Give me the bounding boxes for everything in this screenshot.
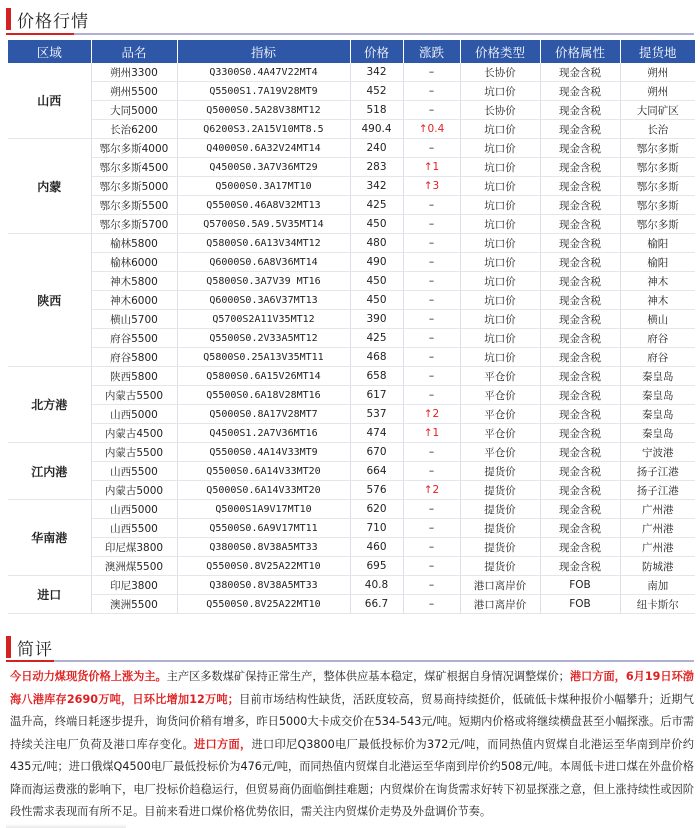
cell-delivery: 府谷 xyxy=(620,348,695,367)
cell-price: 40.8 xyxy=(350,576,403,595)
cell-product: 朔州3300 xyxy=(91,63,177,82)
cell-price: 695 xyxy=(350,557,403,576)
cell-region: 陕西 xyxy=(8,234,91,367)
cell-spec: Q3300S0.4A47V22MT4 xyxy=(177,63,350,82)
cell-product: 鄂尔多斯4500 xyxy=(91,158,177,177)
cell-price: 490 xyxy=(350,253,403,272)
cell-price: 390 xyxy=(350,310,403,329)
comment-section-underline xyxy=(6,660,694,662)
table-row xyxy=(8,424,695,443)
cell-price-type: 坑口价 xyxy=(460,196,540,215)
cell-spec: Q5500S0.46A8V32MT13 xyxy=(177,196,350,215)
cell-change: – xyxy=(403,329,460,348)
cell-price-attr: 现金含税 xyxy=(540,405,620,424)
cell-product: 内蒙古5500 xyxy=(91,386,177,405)
cell-price-type: 港口离岸价 xyxy=(460,595,540,614)
cell-change: – xyxy=(403,272,460,291)
cell-spec: Q6000S0.3A6V37MT13 xyxy=(177,291,350,310)
cell-price-type: 坑口价 xyxy=(460,272,540,291)
cell-spec: Q5000S1A9V17MT10 xyxy=(177,500,350,519)
cell-price-attr: 现金含税 xyxy=(540,196,620,215)
table-row xyxy=(8,481,695,500)
cell-change: – xyxy=(403,443,460,462)
cell-delivery: 纽卡斯尔 xyxy=(620,595,695,614)
header-spec: 指标 xyxy=(177,40,350,63)
cell-change: – xyxy=(403,63,460,82)
cell-price-attr: 现金含税 xyxy=(540,272,620,291)
cell-price-type: 提货价 xyxy=(460,500,540,519)
cell-price-type: 坑口价 xyxy=(460,234,540,253)
table-row xyxy=(8,120,695,139)
cell-product: 鄂尔多斯4000 xyxy=(91,139,177,158)
section-accent-bar xyxy=(6,8,11,30)
cell-change: – xyxy=(403,101,460,120)
comment-highlight: 港口方面，6月19日环渤海八港库存2690万吨，日环比增加12万吨； xyxy=(10,670,694,706)
cell-price-attr: 现金含税 xyxy=(540,424,620,443)
cell-price-type: 坑口价 xyxy=(460,291,540,310)
header-price-attr: 价格属性 xyxy=(540,40,620,63)
table-row xyxy=(8,158,695,177)
cell-product: 鄂尔多斯5000 xyxy=(91,177,177,196)
cell-delivery: 宁波港 xyxy=(620,443,695,462)
cell-delivery: 长治 xyxy=(620,120,695,139)
cell-delivery: 广州港 xyxy=(620,538,695,557)
table-row xyxy=(8,82,695,101)
table-row xyxy=(8,519,695,538)
cell-product: 印尼3800 xyxy=(91,576,177,595)
cell-delivery: 防城港 xyxy=(620,557,695,576)
cell-price-attr: 现金含税 xyxy=(540,462,620,481)
cell-price-type: 平仓价 xyxy=(460,443,540,462)
cell-delivery: 鄂尔多斯 xyxy=(620,158,695,177)
cell-price-attr: 现金含税 xyxy=(540,386,620,405)
cell-region: 山西 xyxy=(8,63,91,139)
cell-delivery: 扬子江港 xyxy=(620,481,695,500)
table-row xyxy=(8,310,695,329)
table-row xyxy=(8,272,695,291)
cell-price-attr: FOB xyxy=(540,595,620,614)
cell-product: 朔州5500 xyxy=(91,82,177,101)
cell-price-attr: 现金含税 xyxy=(540,481,620,500)
cell-change: ↑2 xyxy=(403,405,460,424)
cell-price-attr: 现金含税 xyxy=(540,348,620,367)
cell-price-attr: 现金含税 xyxy=(540,500,620,519)
cell-product: 山西5500 xyxy=(91,462,177,481)
cell-price: 710 xyxy=(350,519,403,538)
cell-spec: Q5000S0.3A17MT10 xyxy=(177,177,350,196)
table-row xyxy=(8,234,695,253)
cell-price-attr: 现金含税 xyxy=(540,234,620,253)
cell-spec: Q5800S0.6A13V34MT12 xyxy=(177,234,350,253)
table-row xyxy=(8,386,695,405)
cell-price-attr: 现金含税 xyxy=(540,367,620,386)
cell-spec: Q5700S2A11V35MT12 xyxy=(177,310,350,329)
cell-product: 山西5000 xyxy=(91,500,177,519)
cell-price-attr: 现金含税 xyxy=(540,329,620,348)
cell-spec: Q5500S0.8V25A22MT10 xyxy=(177,557,350,576)
table-row xyxy=(8,557,695,576)
table-header-row xyxy=(8,40,695,63)
cell-price-attr: 现金含税 xyxy=(540,158,620,177)
cell-spec: Q5500S0.6A14V33MT20 xyxy=(177,462,350,481)
bottom-fade xyxy=(6,824,126,828)
cell-spec: Q5500S0.4A14V33MT9 xyxy=(177,443,350,462)
cell-price-type: 坑口价 xyxy=(460,215,540,234)
cell-delivery: 横山 xyxy=(620,310,695,329)
cell-price-attr: 现金含税 xyxy=(540,63,620,82)
cell-change: – xyxy=(403,82,460,101)
cell-price-type: 坑口价 xyxy=(460,158,540,177)
cell-delivery: 府谷 xyxy=(620,329,695,348)
cell-price-attr: 现金含税 xyxy=(540,538,620,557)
cell-product: 陕西5800 xyxy=(91,367,177,386)
cell-delivery: 神木 xyxy=(620,291,695,310)
cell-product: 山西5500 xyxy=(91,519,177,538)
table-row xyxy=(8,63,695,82)
header-change: 涨跌 xyxy=(403,40,460,63)
cell-region: 北方港 xyxy=(8,367,91,443)
cell-price-type: 坑口价 xyxy=(460,253,540,272)
comment-paragraph xyxy=(10,666,694,824)
cell-price: 490.4 xyxy=(350,120,403,139)
cell-price-attr: FOB xyxy=(540,576,620,595)
comment-text: 进口印尼Q3800电厂最低投标价为372元/吨，而同热值内贸煤自北港运至华南到岸价约435元/吨；进口俄煤Q4500电厂最低投标价为476元/吨，而同热值内贸煤自北港运至华南到岸价约508元/吨。本周低卡进口煤在外盘价格降而海运费涨的影响下，电厂投标价趋稳运行，但贸易商仍面临倒挂难题；内贸煤价在询货需求好转下初显探涨之意，但上涨持续性或因阶段性需求表现而有所不足。目前来看进口煤价格优势依旧，需关注内贸煤价走势及外盘调价节奏。 xyxy=(10,737,694,818)
cell-price: 620 xyxy=(350,500,403,519)
cell-delivery: 秦皇岛 xyxy=(620,424,695,443)
cell-change: – xyxy=(403,538,460,557)
cell-price: 518 xyxy=(350,101,403,120)
cell-delivery: 南加 xyxy=(620,576,695,595)
comment-highlight: 进口方面， xyxy=(193,737,252,751)
cell-change: – xyxy=(403,595,460,614)
cell-product: 神木6000 xyxy=(91,291,177,310)
cell-change: – xyxy=(403,557,460,576)
cell-product: 澳洲煤5500 xyxy=(91,557,177,576)
cell-delivery: 朔州 xyxy=(620,63,695,82)
cell-spec: Q4500S0.3A7V36MT29 xyxy=(177,158,350,177)
cell-price: 66.7 xyxy=(350,595,403,614)
table-row xyxy=(8,291,695,310)
cell-price: 450 xyxy=(350,272,403,291)
cell-spec: Q4000S0.6A32V24MT14 xyxy=(177,139,350,158)
cell-product: 内蒙古5500 xyxy=(91,443,177,462)
cell-spec: Q6000S0.6A8V36MT14 xyxy=(177,253,350,272)
cell-change: – xyxy=(403,576,460,595)
cell-spec: Q4500S1.2A7V36MT16 xyxy=(177,424,350,443)
cell-product: 山西5000 xyxy=(91,405,177,424)
cell-spec: Q5000S0.6A14V33MT20 xyxy=(177,481,350,500)
cell-price: 450 xyxy=(350,291,403,310)
cell-price: 452 xyxy=(350,82,403,101)
cell-price: 425 xyxy=(350,329,403,348)
cell-price-type: 长协价 xyxy=(460,63,540,82)
cell-price: 468 xyxy=(350,348,403,367)
cell-price-attr: 现金含税 xyxy=(540,101,620,120)
cell-price: 664 xyxy=(350,462,403,481)
cell-spec: Q5800S0.3A7V39 MT16 xyxy=(177,272,350,291)
cell-delivery: 大同矿区 xyxy=(620,101,695,120)
cell-price: 425 xyxy=(350,196,403,215)
cell-product: 鄂尔多斯5500 xyxy=(91,196,177,215)
cell-delivery: 朔州 xyxy=(620,82,695,101)
cell-price-type: 坑口价 xyxy=(460,348,540,367)
cell-delivery: 鄂尔多斯 xyxy=(620,177,695,196)
cell-price-attr: 现金含税 xyxy=(540,120,620,139)
cell-price-type: 坑口价 xyxy=(460,139,540,158)
table-row xyxy=(8,443,695,462)
cell-price-attr: 现金含税 xyxy=(540,443,620,462)
cell-price-attr: 现金含税 xyxy=(540,519,620,538)
cell-product: 澳洲5500 xyxy=(91,595,177,614)
cell-change: ↑3 xyxy=(403,177,460,196)
cell-delivery: 秦皇岛 xyxy=(620,367,695,386)
price-section-underline xyxy=(6,33,694,35)
cell-region: 华南港 xyxy=(8,500,91,576)
cell-change: – xyxy=(403,139,460,158)
cell-product: 鄂尔多斯5700 xyxy=(91,215,177,234)
cell-price: 480 xyxy=(350,234,403,253)
cell-spec: Q5800S0.6A15V26MT14 xyxy=(177,367,350,386)
cell-product: 内蒙古5000 xyxy=(91,481,177,500)
table-row xyxy=(8,595,695,614)
cell-product: 横山5700 xyxy=(91,310,177,329)
cell-price-attr: 现金含税 xyxy=(540,291,620,310)
cell-region: 江内港 xyxy=(8,443,91,500)
cell-price-attr: 现金含税 xyxy=(540,177,620,196)
cell-price: 658 xyxy=(350,367,403,386)
cell-product: 印尼煤3800 xyxy=(91,538,177,557)
cell-price-type: 提货价 xyxy=(460,462,540,481)
cell-delivery: 鄂尔多斯 xyxy=(620,215,695,234)
cell-change: – xyxy=(403,348,460,367)
comment-text: 目前市场结构性缺货，活跃度较高，贸易商持续挺价，低硫低卡煤种报价小幅攀升；近期气温升高，终端日耗逐步提升，询货问价稍有增多，昨日5000大卡成交价在534-543元/吨。短期内价格或将继续横盘甚至小幅探涨。后市需持续关注电厂负荷及港口库存变化。 xyxy=(10,692,694,751)
cell-product: 府谷5500 xyxy=(91,329,177,348)
cell-price: 460 xyxy=(350,538,403,557)
table-row xyxy=(8,576,695,595)
cell-price-type: 平仓价 xyxy=(460,367,540,386)
comment-text: 主产区多数煤矿保持正常生产，整体供应基本稳定，煤矿根据自身情况调整煤价； xyxy=(166,670,570,683)
cell-price: 537 xyxy=(350,405,403,424)
cell-region: 进口 xyxy=(8,576,91,614)
cell-price: 474 xyxy=(350,424,403,443)
cell-delivery: 鄂尔多斯 xyxy=(620,139,695,158)
cell-spec: Q5700S0.5A9.5V35MT14 xyxy=(177,215,350,234)
cell-product: 榆林5800 xyxy=(91,234,177,253)
cell-delivery: 榆阳 xyxy=(620,234,695,253)
cell-product: 大同5000 xyxy=(91,101,177,120)
cell-price: 342 xyxy=(350,63,403,82)
cell-price: 283 xyxy=(350,158,403,177)
table-row xyxy=(8,329,695,348)
cell-price-type: 提货价 xyxy=(460,519,540,538)
cell-product: 神木5800 xyxy=(91,272,177,291)
cell-change: – xyxy=(403,310,460,329)
cell-price-attr: 现金含税 xyxy=(540,557,620,576)
cell-spec: Q5500S0.6A9V17MT11 xyxy=(177,519,350,538)
cell-spec: Q5000S0.5A28V38MT12 xyxy=(177,101,350,120)
cell-price: 450 xyxy=(350,215,403,234)
cell-price-type: 长协价 xyxy=(460,101,540,120)
cell-spec: Q3800S0.8V38A5MT33 xyxy=(177,576,350,595)
cell-price-attr: 现金含税 xyxy=(540,139,620,158)
cell-price-type: 坑口价 xyxy=(460,177,540,196)
cell-spec: Q5000S0.8A17V28MT7 xyxy=(177,405,350,424)
table-row xyxy=(8,348,695,367)
cell-spec: Q5500S0.8V25A22MT10 xyxy=(177,595,350,614)
cell-price-attr: 现金含税 xyxy=(540,253,620,272)
price-section-header xyxy=(6,6,89,32)
cell-product: 内蒙古4500 xyxy=(91,424,177,443)
cell-spec: Q5500S1.7A19V28MT9 xyxy=(177,82,350,101)
header-product: 品名 xyxy=(91,40,177,63)
header-price-type: 价格类型 xyxy=(460,40,540,63)
cell-spec: Q6200S3.2A15V10MT8.5 xyxy=(177,120,350,139)
cell-spec: Q5800S0.25A13V35MT11 xyxy=(177,348,350,367)
cell-price-attr: 现金含税 xyxy=(540,215,620,234)
cell-delivery: 广州港 xyxy=(620,519,695,538)
table-row xyxy=(8,253,695,272)
cell-price-attr: 现金含税 xyxy=(540,82,620,101)
comment-section-title: 简评 xyxy=(17,639,53,660)
cell-change: – xyxy=(403,215,460,234)
table-row xyxy=(8,177,695,196)
cell-price-type: 提货价 xyxy=(460,481,540,500)
cell-price-type: 坑口价 xyxy=(460,120,540,139)
cell-change: – xyxy=(403,196,460,215)
table-row xyxy=(8,500,695,519)
cell-price-attr: 现金含税 xyxy=(540,310,620,329)
table-row xyxy=(8,215,695,234)
cell-price-type: 坑口价 xyxy=(460,82,540,101)
cell-price: 342 xyxy=(350,177,403,196)
table-row xyxy=(8,405,695,424)
cell-change: – xyxy=(403,253,460,272)
cell-price-type: 提货价 xyxy=(460,557,540,576)
cell-change: ↑2 xyxy=(403,481,460,500)
cell-price-type: 港口离岸价 xyxy=(460,576,540,595)
table-row xyxy=(8,101,695,120)
cell-change: – xyxy=(403,519,460,538)
header-delivery: 提货地 xyxy=(620,40,695,63)
cell-price-type: 平仓价 xyxy=(460,405,540,424)
table-row xyxy=(8,196,695,215)
cell-change: – xyxy=(403,462,460,481)
comment-section-header xyxy=(6,634,53,660)
cell-delivery: 秦皇岛 xyxy=(620,405,695,424)
cell-spec: Q5500S0.2V33A5MT12 xyxy=(177,329,350,348)
cell-change: – xyxy=(403,367,460,386)
cell-spec: Q5500S0.6A18V28MT16 xyxy=(177,386,350,405)
header-region: 区域 xyxy=(8,40,91,63)
section-accent-bar xyxy=(6,636,11,658)
cell-price: 240 xyxy=(350,139,403,158)
cell-change: ↑1 xyxy=(403,424,460,443)
cell-price-type: 提货价 xyxy=(460,538,540,557)
cell-price: 617 xyxy=(350,386,403,405)
cell-price-type: 坑口价 xyxy=(460,329,540,348)
table-row xyxy=(8,139,695,158)
cell-price-type: 坑口价 xyxy=(460,310,540,329)
cell-region: 内蒙 xyxy=(8,139,91,234)
table-row xyxy=(8,538,695,557)
cell-change: ↑1 xyxy=(403,158,460,177)
cell-change: – xyxy=(403,386,460,405)
cell-product: 榆林6000 xyxy=(91,253,177,272)
cell-spec: Q3800S0.8V38A5MT33 xyxy=(177,538,350,557)
cell-delivery: 神木 xyxy=(620,272,695,291)
cell-price: 576 xyxy=(350,481,403,500)
cell-change: – xyxy=(403,234,460,253)
cell-delivery: 榆阳 xyxy=(620,253,695,272)
table-row xyxy=(8,462,695,481)
header-price: 价格 xyxy=(350,40,403,63)
cell-change: – xyxy=(403,500,460,519)
cell-change: – xyxy=(403,291,460,310)
cell-delivery: 鄂尔多斯 xyxy=(620,196,695,215)
comment-highlight: 今日动力煤现货价格上涨为主。 xyxy=(10,670,167,683)
cell-delivery: 广州港 xyxy=(620,500,695,519)
cell-product: 府谷5800 xyxy=(91,348,177,367)
cell-price-type: 平仓价 xyxy=(460,386,540,405)
cell-delivery: 扬子江港 xyxy=(620,462,695,481)
price-table xyxy=(8,40,695,614)
cell-change: ↑0.4 xyxy=(403,120,460,139)
cell-price: 670 xyxy=(350,443,403,462)
cell-product: 长治6200 xyxy=(91,120,177,139)
cell-delivery: 秦皇岛 xyxy=(620,386,695,405)
price-section-title: 价格行情 xyxy=(17,11,89,32)
cell-price-type: 平仓价 xyxy=(460,424,540,443)
table-row xyxy=(8,367,695,386)
